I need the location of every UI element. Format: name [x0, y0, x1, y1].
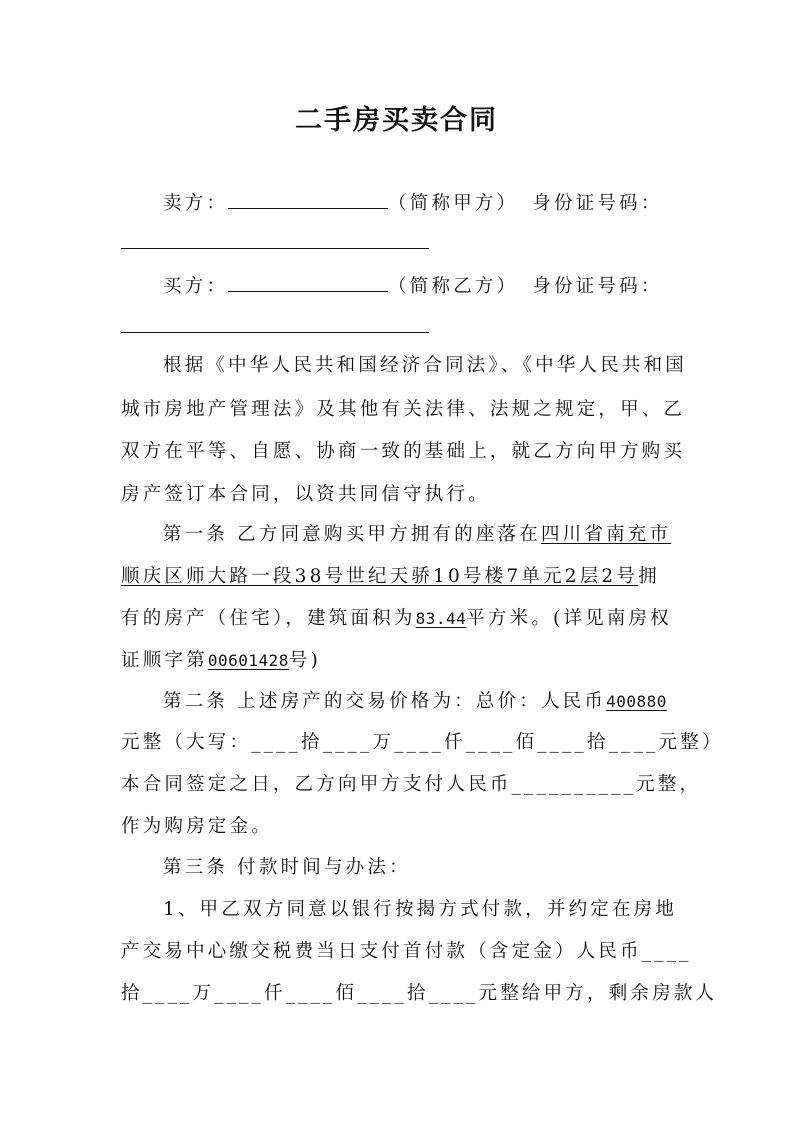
article1-line-2-suffix: 拥: [638, 566, 660, 587]
preamble-line-2: 城市房地产管理法》及其他有关法律、法规之规定，甲、乙: [121, 399, 686, 420]
buyer-alias: （简称乙方）: [388, 276, 519, 297]
seller-label: 卖方：: [163, 193, 229, 214]
buyer-name-blank: [228, 273, 388, 292]
article1-line-1: [163, 523, 674, 547]
cert-label: 证顺字第: [121, 650, 208, 671]
area-label: 有的房产（住宅），建筑面积为: [121, 608, 416, 629]
cert-suffix: 号): [288, 650, 321, 671]
buyer-id-blank: [121, 332, 429, 333]
article1-line-4: [121, 649, 674, 673]
article3-heading: 第三条 付款时间与办法：: [163, 857, 411, 878]
seller-id-label: 身份证号码：: [532, 193, 663, 214]
article3-line-1: 1、甲乙双方同意以银行按揭方式付款，并约定在房地: [163, 899, 678, 920]
preamble-line-3: 双方在平等、自愿、协商一致的基础上，就乙方向甲方购买: [121, 441, 686, 462]
property-location-part1: 四川省南充市: [540, 524, 672, 545]
article3-line-3: 拾____万____仟____佰____拾____元整给甲方，剩余房款人: [121, 983, 718, 1004]
seller-name-blank: [228, 190, 388, 209]
deposit-suffix: 元整，: [636, 774, 702, 795]
buyer-line: [163, 273, 674, 299]
article1-line-3: [121, 607, 674, 631]
building-area-value: 83.44: [415, 609, 467, 628]
property-location-part2: 顺庆区师大路一段38号世纪天骄10号楼7单元2层2号: [121, 566, 639, 587]
seller-line: [163, 190, 674, 216]
certificate-number: 00601428: [207, 651, 289, 670]
article1-line-2: [121, 565, 674, 589]
price-label: 第二条 上述房产的交易价格为：总价：人民币: [163, 691, 607, 712]
article2-line-1: [163, 690, 674, 714]
document-title: 二手房买卖合同: [295, 105, 498, 136]
article2-line-3: [121, 773, 702, 797]
area-unit: 平方米。(详见南房权: [466, 608, 672, 629]
article3-line-2: 产交易中心缴交税费当日支付首付款（含定金）人民币____: [121, 941, 692, 962]
buyer-label: 买方：: [163, 276, 229, 297]
article2-line-2: 元整（大写：____拾____万____仟____佰____拾____元整）: [121, 732, 724, 753]
article2-line-4: 作为购房定金。: [121, 816, 273, 837]
seller-id-blank: [121, 248, 429, 249]
preamble-line-4: 房产签订本合同，以资共同信守执行。: [121, 484, 490, 505]
buyer-id-label: 身份证号码：: [532, 276, 663, 297]
seller-alias: （简称甲方）: [388, 193, 519, 214]
preamble-line-1: 根据《中华人民共和国经济合同法》、《中华人民共和国: [163, 355, 688, 376]
deposit-label: 本合同签定之日，乙方向甲方支付人民币: [121, 774, 512, 795]
article1-intro: 第一条 乙方同意购买甲方拥有的座落在: [163, 524, 541, 545]
total-price-value: 400880: [606, 692, 667, 711]
deposit-blank: __________: [511, 774, 637, 795]
